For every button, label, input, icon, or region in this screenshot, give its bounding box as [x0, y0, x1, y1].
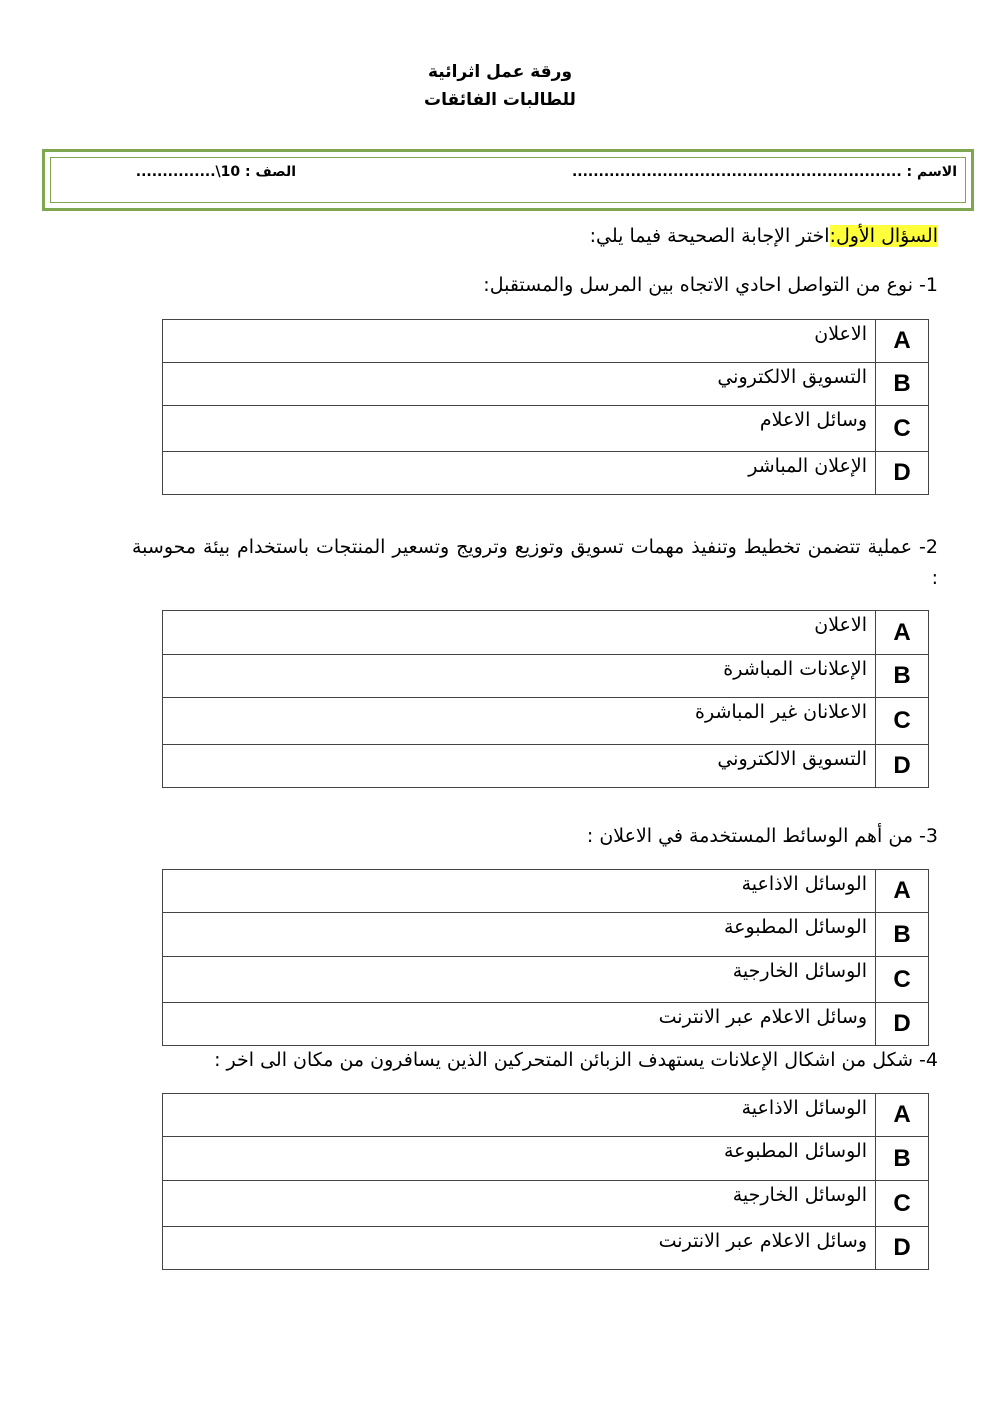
- section-instruction: اختر الإجابة الصحيحة فيما يلي:: [589, 225, 830, 247]
- option-row[interactable]: [163, 406, 929, 452]
- option-text: وسائل الاعلام عبر الانترنت: [163, 1003, 876, 1046]
- name-field[interactable]: الاسم : ..............................................................: [571, 164, 957, 180]
- question-2-options: [162, 610, 929, 788]
- option-text: الاعلان: [163, 320, 876, 363]
- option-row[interactable]: [163, 1227, 929, 1270]
- question-3-options: [162, 869, 929, 1046]
- option-letter: D: [876, 745, 929, 788]
- option-letter: A: [876, 1094, 929, 1137]
- option-row[interactable]: [163, 745, 929, 788]
- option-letter: A: [876, 611, 929, 655]
- worksheet-title: ورقة عمل اثرائية: [427, 62, 573, 82]
- option-letter: D: [876, 1003, 929, 1046]
- option-row[interactable]: [163, 1137, 929, 1181]
- option-text: الوسائل الاذاعية: [163, 1094, 876, 1137]
- option-letter: B: [876, 913, 929, 957]
- section-heading: [590, 225, 938, 247]
- option-row[interactable]: [163, 452, 929, 495]
- option-text: وسائل الاعلام عبر الانترنت: [163, 1227, 876, 1270]
- section-label: السؤال الأول:: [829, 225, 938, 247]
- option-row[interactable]: [163, 320, 929, 363]
- option-row[interactable]: [163, 870, 929, 913]
- option-text: الوسائل الخارجية: [163, 957, 876, 1003]
- option-text: الوسائل الخارجية: [163, 1181, 876, 1227]
- option-letter: C: [876, 698, 929, 745]
- option-letter: C: [876, 1181, 929, 1227]
- option-row[interactable]: [163, 611, 929, 655]
- question-2-text: 2- عملية تتضمن تخطيط وتنفيذ مهمات تسويق وتوزيع وترويج وتسعير المنتجات باستخدام بيئة محوسبة :: [132, 536, 938, 589]
- option-text: الوسائل المطبوعة: [163, 913, 876, 957]
- option-text: الاعلانان غير المباشرة: [163, 698, 876, 745]
- option-letter: D: [876, 1227, 929, 1270]
- option-letter: C: [876, 957, 929, 1003]
- option-letter: B: [876, 1137, 929, 1181]
- option-row[interactable]: [163, 1181, 929, 1227]
- option-letter: B: [876, 363, 929, 406]
- option-row[interactable]: [163, 957, 929, 1003]
- class-field[interactable]: الصف : 10\...............: [135, 164, 296, 180]
- student-info-box: [42, 149, 974, 211]
- option-text: التسويق الالكتروني: [163, 745, 876, 788]
- option-text: التسويق الالكتروني: [163, 363, 876, 406]
- option-text: الوسائل الاذاعية: [163, 870, 876, 913]
- option-letter: B: [876, 655, 929, 698]
- question-4-options: [162, 1093, 929, 1270]
- option-letter: C: [876, 406, 929, 452]
- question-4-text: 4- شكل من اشكال الإعلانات يستهدف الزبائن المتحركين الذين يسافرون من مكان الى اخر :: [214, 1049, 938, 1071]
- option-row[interactable]: [163, 913, 929, 957]
- option-row[interactable]: [163, 363, 929, 406]
- option-row[interactable]: [163, 1003, 929, 1046]
- option-row[interactable]: [163, 698, 929, 745]
- option-text: الوسائل المطبوعة: [163, 1137, 876, 1181]
- option-letter: A: [876, 320, 929, 363]
- option-letter: A: [876, 870, 929, 913]
- option-text: الإعلان المباشر: [163, 452, 876, 495]
- question-1-options: [162, 319, 929, 495]
- worksheet-subtitle: للطالبات الفائقات: [424, 90, 576, 110]
- question-3-text: 3- من أهم الوسائط المستخدمة في الاعلان :: [586, 825, 938, 847]
- question-1-text: 1- نوع من التواصل احادي الاتجاه بين المرسل والمستقبل:: [483, 274, 938, 296]
- option-row[interactable]: [163, 655, 929, 698]
- option-text: الاعلان: [163, 611, 876, 655]
- option-text: الإعلانات المباشرة: [163, 655, 876, 698]
- option-letter: D: [876, 452, 929, 495]
- option-text: وسائل الاعلام: [163, 406, 876, 452]
- option-row[interactable]: [163, 1094, 929, 1137]
